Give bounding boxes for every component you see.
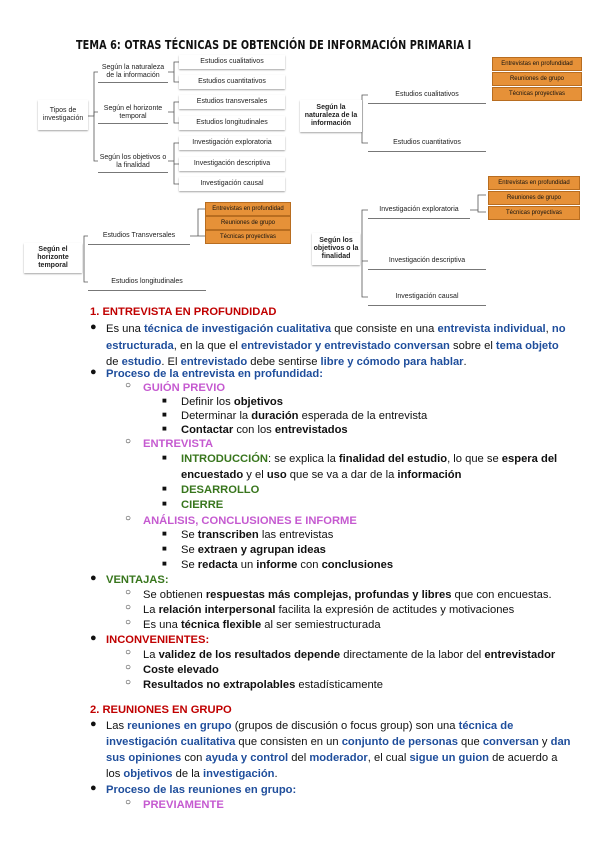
s1-entrevista-item: INTRODUCCIÓN: se explica la finalidad del estudio, lo que se espera del bbox=[181, 453, 558, 465]
s1-inconveniente-item: Resultados no extrapolables estadísticamente bbox=[143, 679, 384, 691]
square-bullet-icon: ■ bbox=[162, 424, 167, 433]
s2-previamente: PREVIAMENTE bbox=[143, 799, 224, 811]
diagram2-item: Estudios cuantitativos bbox=[368, 135, 486, 152]
circle-bullet-icon: ○ bbox=[125, 436, 132, 447]
page-title: TEMA 6: OTRAS TÉCNICAS DE OBTENCIÓN DE INFORMACIÓN PRIMARIA I bbox=[76, 37, 472, 52]
bullet-icon: ● bbox=[90, 366, 97, 378]
diagram3-item: Estudios Transversales bbox=[88, 228, 190, 245]
square-bullet-icon: ■ bbox=[162, 396, 167, 405]
diagram3-tag: Técnicas proyectivas bbox=[205, 230, 291, 244]
diagram3-tag: Reuniones de grupo bbox=[205, 216, 291, 230]
s1-guion-item: Determinar la duración esperada de la entrevista bbox=[181, 410, 428, 422]
s2-proceso-heading: Proceso de las reuniones en grupo: bbox=[106, 784, 297, 796]
s1-entrevista-item-cont: encuestado y el uso que se va a dar de la información bbox=[181, 469, 462, 481]
section1-heading: 1. ENTREVISTA EN PROFUNDIDAD bbox=[90, 306, 277, 318]
diagram3-item: Estudios longitudinales bbox=[88, 274, 206, 291]
diagram1-branch-objetivos: Según los objetivos o la finalidad bbox=[98, 152, 168, 173]
circle-bullet-icon: ○ bbox=[125, 513, 132, 524]
s1-paragraph-line3: de estudio. El entrevistado debe sentirse libre y cómodo para hablar. bbox=[106, 356, 467, 368]
diagram2-tag: Entrevistas en profundidad bbox=[492, 57, 582, 71]
s1-ventaja-item: Es una técnica flexible al ser semiestructurada bbox=[143, 619, 381, 631]
s1-analisis-item: Se extraen y agrupan ideas bbox=[181, 544, 326, 556]
s1-guion-previo: GUIÓN PREVIO bbox=[143, 382, 226, 394]
diagram1-item: Estudios cualitativos bbox=[179, 55, 285, 69]
diagram1-item: Investigación causal bbox=[179, 177, 285, 191]
s1-ventaja-item: La relación interpersonal facilita la expresión de actitudes y motivaciones bbox=[143, 604, 515, 616]
diagram1-branch-horizonte: Según el horizonte temporal bbox=[98, 103, 168, 124]
diagram4-tag: Reuniones de grupo bbox=[488, 191, 580, 205]
diagram4-item: Investigación causal bbox=[368, 289, 486, 306]
s2-paragraph-line4: los objetivos de la investigación. bbox=[106, 768, 278, 780]
diagram2-tag: Técnicas proyectivas bbox=[492, 87, 582, 101]
bullet-icon: ● bbox=[90, 321, 97, 333]
square-bullet-icon: ■ bbox=[162, 410, 167, 419]
diagram2-root: Según la naturaleza de la información bbox=[300, 100, 362, 132]
diagram4-item: Investigación exploratoria bbox=[368, 202, 470, 219]
s1-inconvenientes: INCONVENIENTES: bbox=[106, 634, 210, 646]
diagram1-item: Estudios transversales bbox=[179, 95, 285, 109]
diagram1-item: Investigación descriptiva bbox=[179, 157, 285, 171]
square-bullet-icon: ■ bbox=[162, 559, 167, 568]
circle-bullet-icon: ○ bbox=[125, 647, 132, 658]
square-bullet-icon: ■ bbox=[162, 544, 167, 553]
circle-bullet-icon: ○ bbox=[125, 797, 132, 808]
diagram4-tag: Entrevistas en profundidad bbox=[488, 176, 580, 190]
diagram3-root: Según el horizonte temporal bbox=[24, 243, 82, 273]
s1-cierre: CIERRE bbox=[181, 499, 224, 511]
circle-bullet-icon: ○ bbox=[125, 602, 132, 613]
diagram4-tag: Técnicas proyectivas bbox=[488, 206, 580, 220]
square-bullet-icon: ■ bbox=[162, 453, 167, 462]
section2-heading: 2. REUNIONES EN GRUPO bbox=[90, 704, 232, 716]
s1-analisis-item: Se transcriben las entrevistas bbox=[181, 529, 334, 541]
s1-ventaja-item: Se obtienen respuestas más complejas, profundas y libres que con encuestas. bbox=[143, 589, 552, 601]
diagram4-root: Según los objetivos o la finalidad bbox=[312, 233, 360, 265]
bullet-icon: ● bbox=[90, 632, 97, 644]
diagram1-item: Investigación exploratoria bbox=[179, 136, 285, 150]
bullet-icon: ● bbox=[90, 718, 97, 730]
square-bullet-icon: ■ bbox=[162, 529, 167, 538]
s1-paragraph-line2: estructurada, en la que el entrevistador y entrevistado conversan sobre el tema objeto bbox=[106, 340, 559, 352]
diagram2-item: Estudios cualitativos bbox=[368, 87, 486, 104]
s1-inconveniente-item: Coste elevado bbox=[143, 664, 219, 676]
bullet-icon: ● bbox=[90, 782, 97, 794]
s1-guion-item: Contactar con los entrevistados bbox=[181, 424, 348, 436]
s1-inconveniente-item: La validez de los resultados depende directamente de la labor del entrevistador bbox=[143, 649, 556, 661]
s2-paragraph-line3: sus opiniones con ayuda y control del moderador, el cual sigue un guion de acuerdo a bbox=[106, 752, 558, 764]
diagram4-item: Investigación descriptiva bbox=[368, 253, 486, 270]
diagram1-item: Estudios cuantitativos bbox=[179, 75, 285, 89]
circle-bullet-icon: ○ bbox=[125, 380, 132, 391]
square-bullet-icon: ■ bbox=[162, 484, 167, 493]
s1-analisis-item: Se redacta un informe con conclusiones bbox=[181, 559, 394, 571]
s1-paragraph-line1: Es una técnica de investigación cualitativa que consiste en una entrevista individual, no bbox=[106, 323, 566, 335]
circle-bullet-icon: ○ bbox=[125, 617, 132, 628]
diagram1-branch-naturaleza: Según la naturaleza de la información bbox=[98, 62, 168, 83]
diagram3-tag: Entrevistas en profundidad bbox=[205, 202, 291, 216]
s2-paragraph-line1: Las reuniones en grupo (grupos de discusión o focus group) son una técnica de bbox=[106, 720, 514, 732]
circle-bullet-icon: ○ bbox=[125, 587, 132, 598]
s1-entrevista: ENTREVISTA bbox=[143, 438, 214, 450]
s1-guion-item: Definir los objetivos bbox=[181, 396, 283, 408]
circle-bullet-icon: ○ bbox=[125, 677, 132, 688]
diagram2-tag: Reuniones de grupo bbox=[492, 72, 582, 86]
s1-desarrollo: DESARROLLO bbox=[181, 484, 260, 496]
diagram1-item: Estudios longitudinales bbox=[179, 116, 285, 130]
bullet-icon: ● bbox=[90, 572, 97, 584]
s1-proceso-heading: Proceso de la entrevista en profundidad: bbox=[106, 368, 323, 380]
s1-ventajas: VENTAJAS: bbox=[106, 574, 169, 586]
s1-analisis: ANÁLISIS, CONCLUSIONES E INFORME bbox=[143, 515, 357, 527]
square-bullet-icon: ■ bbox=[162, 499, 167, 508]
diagram1-root: Tipos de investigación bbox=[38, 100, 88, 130]
circle-bullet-icon: ○ bbox=[125, 662, 132, 673]
s2-paragraph-line2: investigación cualitativa que consisten en un conjunto de personas que conversan y dan bbox=[106, 736, 571, 748]
